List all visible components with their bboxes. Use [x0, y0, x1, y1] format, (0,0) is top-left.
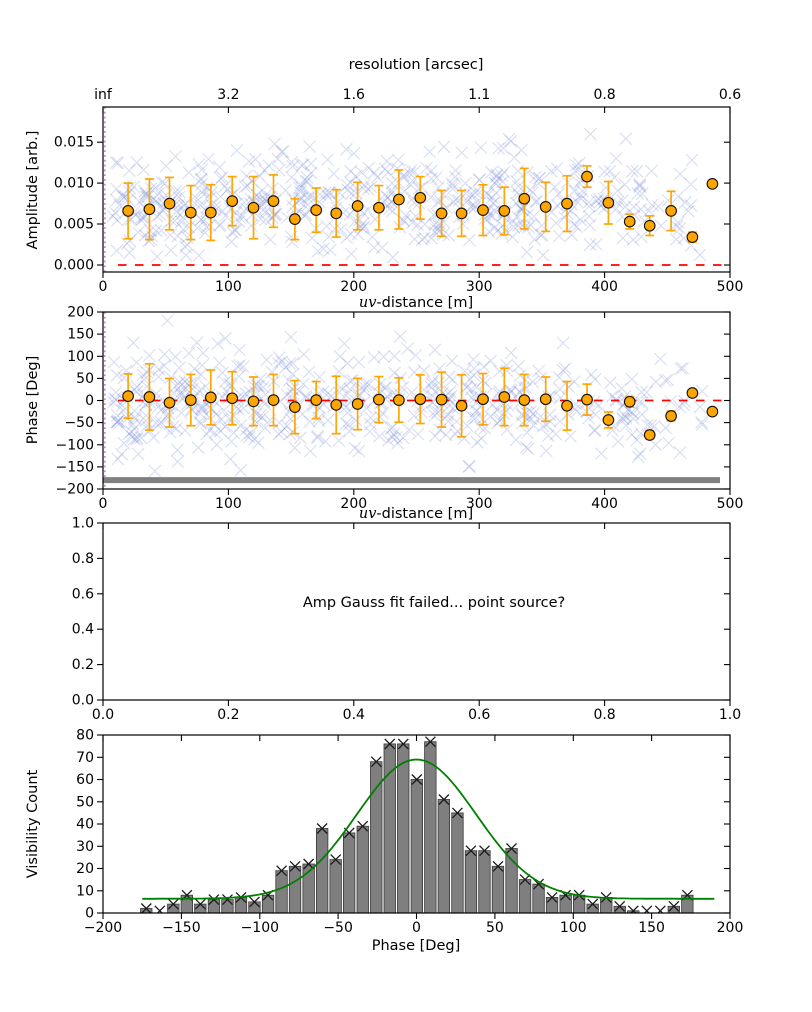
top-axis-title: resolution [arcsec]: [348, 57, 484, 73]
svg-text:1.6: 1.6: [342, 87, 365, 103]
visibility-count-ylabel: Visibility Count: [25, 769, 41, 879]
phase-ylabel: Phase [Deg]: [25, 355, 41, 445]
svg-text:50: 50: [76, 370, 94, 387]
svg-text:40: 40: [76, 816, 94, 833]
svg-text:0: 0: [98, 496, 108, 512]
svg-text:0.000: 0.000: [53, 257, 94, 274]
uv-math-text: uv: [358, 506, 377, 522]
phase-xlabel: Phase [Deg]: [371, 938, 461, 954]
svg-text:100: 100: [215, 496, 242, 512]
svg-text:70: 70: [76, 749, 94, 766]
svg-text:0.2: 0.2: [71, 657, 94, 674]
svg-text:0: 0: [85, 905, 94, 922]
svg-text:200: 200: [716, 920, 744, 936]
svg-text:80: 80: [76, 727, 94, 744]
svg-text:0.8: 0.8: [71, 550, 94, 567]
svg-text:0.0: 0.0: [91, 707, 115, 723]
amplitude-ylabel: Amplitude [arb.]: [25, 130, 41, 250]
svg-text:0.8: 0.8: [593, 707, 616, 723]
svg-text:1.1: 1.1: [468, 87, 491, 103]
svg-text:200: 200: [340, 279, 368, 295]
svg-text:150: 150: [67, 326, 94, 343]
svg-text:3.2: 3.2: [217, 87, 240, 103]
fit-failed-annotation: Amp Gauss fit failed... point source?: [302, 595, 566, 611]
svg-text:−50: −50: [323, 920, 353, 936]
svg-text:−100: −100: [240, 920, 280, 936]
svg-text:0.005: 0.005: [53, 216, 94, 233]
uv-rest-text: -distance [m]: [376, 506, 474, 522]
svg-text:0.4: 0.4: [342, 707, 365, 723]
svg-text:50: 50: [76, 794, 94, 811]
svg-text:10: 10: [76, 883, 94, 900]
svg-text:300: 300: [465, 496, 493, 512]
svg-text:0.010: 0.010: [53, 175, 94, 192]
svg-text:0: 0: [412, 920, 421, 936]
svg-text:−150: −150: [55, 459, 94, 476]
svg-text:0.4: 0.4: [71, 621, 94, 638]
svg-text:0.015: 0.015: [53, 134, 94, 151]
svg-text:0.8: 0.8: [593, 87, 616, 103]
svg-text:200: 200: [67, 304, 94, 321]
svg-text:−100: −100: [55, 437, 94, 454]
svg-text:0: 0: [85, 393, 94, 409]
svg-text:1.0: 1.0: [71, 515, 94, 532]
svg-text:0: 0: [98, 279, 108, 295]
svg-text:−50: −50: [64, 415, 94, 432]
svg-text:1.0: 1.0: [718, 707, 742, 723]
svg-text:60: 60: [76, 772, 94, 788]
svg-text:100: 100: [67, 348, 94, 365]
svg-text:0.6: 0.6: [718, 87, 742, 103]
svg-text:inf: inf: [94, 87, 112, 103]
panel-3-background: [103, 523, 730, 700]
svg-text:0.6: 0.6: [468, 707, 491, 723]
svg-text:20: 20: [76, 861, 94, 877]
svg-text:300: 300: [465, 279, 493, 295]
svg-text:0.0: 0.0: [71, 692, 94, 709]
svg-text:50: 50: [485, 920, 504, 936]
svg-text:400: 400: [591, 496, 618, 512]
svg-text:150: 150: [638, 920, 665, 936]
svg-text:100: 100: [559, 920, 587, 936]
svg-text:0.2: 0.2: [217, 707, 240, 723]
svg-text:200: 200: [340, 496, 368, 512]
svg-text:−200: −200: [83, 920, 123, 936]
svg-text:500: 500: [716, 496, 744, 512]
uv-rest-text: -distance [m]: [376, 295, 474, 311]
uv-math-text: uv: [358, 295, 377, 311]
svg-text:0.6: 0.6: [71, 586, 94, 603]
svg-text:−150: −150: [162, 920, 201, 936]
svg-text:400: 400: [591, 279, 618, 295]
svg-text:500: 500: [716, 279, 744, 295]
svg-text:−200: −200: [55, 481, 94, 498]
svg-text:30: 30: [76, 838, 94, 855]
svg-text:100: 100: [215, 279, 242, 295]
